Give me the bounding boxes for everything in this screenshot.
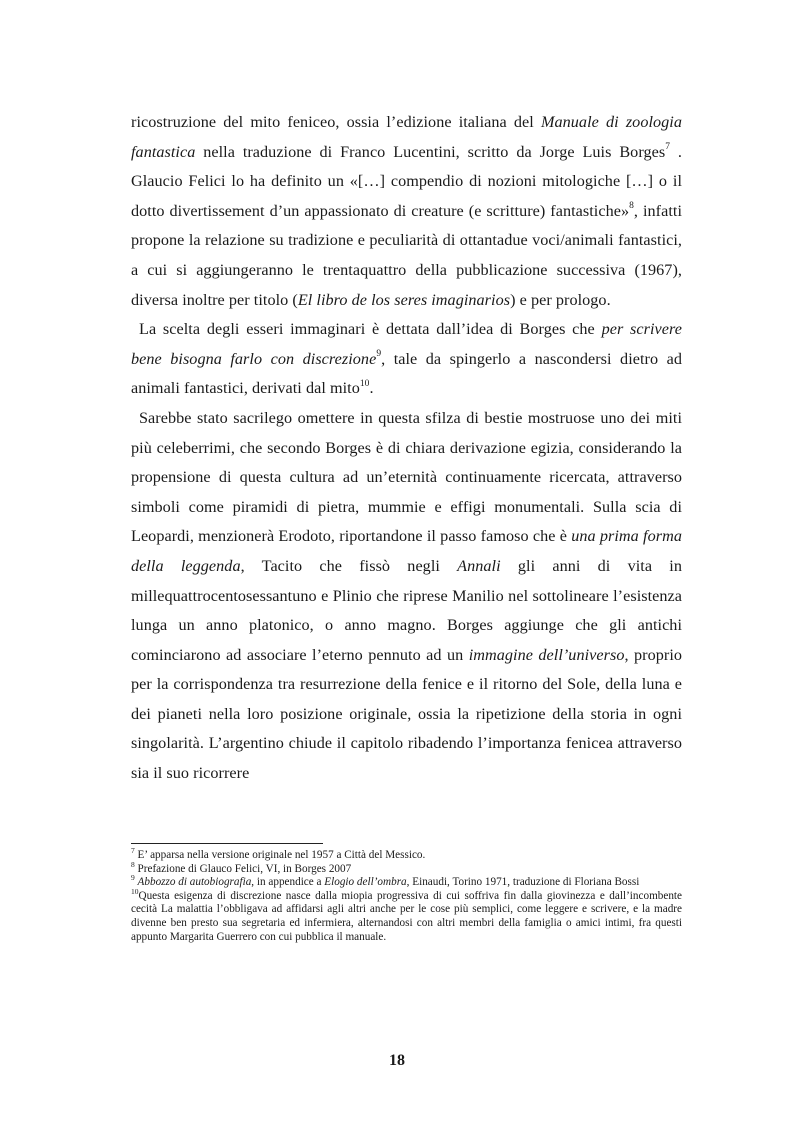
page-number: 18 [389, 1052, 405, 1069]
text-run: La scelta degli esseri immaginari è dettata dall’idea di Borges che [139, 320, 602, 339]
text-run: ) e per prologo. [510, 290, 611, 309]
footnote-number: 7 [131, 846, 135, 856]
footnote-10 [131, 887, 682, 944]
paragraph-3 [131, 404, 682, 789]
paragraph-2 [131, 315, 682, 404]
footnote-text: , in appendice a [251, 876, 325, 889]
text-run: Sarebbe stato sacrilego omettere in questa sfilza di bestie mostruose uno dei miti più celeberrimi, che secondo Borges è di chiara derivazione egizia, considerando la propensione di questa cultura ad un’eternità continuamente ricercata, attraverso simboli come piramidi di pietra, mummie e effigi monumentali. Sulla scia di Leopardi, menzionerà Erodoto, riportandone il passo famoso che è [131, 408, 682, 546]
footnote-7 [131, 846, 682, 863]
footnote-ref-9[interactable]: 9 [376, 349, 382, 360]
italic-title: El libro de los seres imaginarios [297, 290, 511, 309]
footnote-text: Questa esigenza di discrezione nasce dalla miopia progressiva di cui soffriva fin dalla giovinezza e dall’incombente cecità La malattia l’obbligava ad affidarsi agli altri anche per le cose più semplici, come leggere e scrivere, e la madre divenne ben presto sua segretaria ed infermiera, alternandosi con altri membri della famiglia o amici intimi, fra questi appunto Margarita Guerrero con cui pubblica il manuale. [131, 889, 682, 943]
text-run: , proprio per la corrispondenza tra resurrezione della fenice e il ritorno del Sole, della luna e dei pianeti nella loro posizione originale, ossia la ripetizione della storia in ogni singolarità. L’argentino chiude il capitolo ribadendo l’importanza fenicea attraverso sia il suo ricorrere [131, 645, 683, 783]
footnote-ref-10[interactable]: 10 [359, 378, 370, 389]
text-run: . Glaucio Felici lo ha definito un «[…] compendio di nozioni mitologiche […] o il dotto divertissement d’un appassionato di creature (e scritture) fantastiche» [131, 142, 682, 220]
text-run: ricostruzione del mito feniceo, ossia l’edizione italiana del [131, 113, 541, 131]
italic-quote: immagine dell’universo [468, 645, 625, 664]
footnote-text: , Einaudi, Torino 1971, traduzione di Floriana Bossi [406, 876, 640, 889]
footnote-number: 9 [131, 873, 135, 883]
italic-title: Annali [457, 556, 501, 575]
text-run: , tale da spingerlo a nascondersi dietro ad animali fantastici, derivati dal mito [131, 349, 682, 398]
footnote-number: 10 [131, 887, 139, 897]
footnote-text: E’ apparsa nella versione originale nel 1957 a Città del Messico. [134, 849, 426, 861]
body-text [131, 108, 682, 789]
text-run: , Tacito che fissò negli [240, 556, 458, 575]
footnote-italic: Elogio dell’ombra [324, 876, 407, 889]
footnotes [131, 846, 682, 944]
italic-title: Manuale di zoologia fantastica [131, 113, 682, 161]
text-run: . [369, 379, 374, 398]
text-run: , infatti propone la relazione su tradizione e peculiarità di ottantadue voci/animali fantastici, a cui si aggiungeranno le trentaquattro della pubblicazione successiva (1967), diversa inoltre per titolo ( [131, 201, 682, 309]
footnote-number: 8 [131, 859, 135, 869]
footnote-italic: Abbozzo di autobiografia [137, 876, 252, 889]
footnote-9 [131, 873, 682, 890]
footnote-ref-7[interactable]: 7 [665, 142, 671, 153]
footnote-8 [131, 859, 682, 877]
footnote-separator [131, 843, 323, 844]
paragraph-1 [131, 108, 682, 315]
footnote-text: Prefazione di Glauco Felici, VI, in Borges 2007 [134, 862, 352, 875]
italic-quote: per scrivere bene bisogna farlo con discrezione [131, 320, 682, 368]
italic-quote: una prima forma della leggenda [131, 527, 682, 575]
text-run: gli anni di vita in millequattrocentosessantuno e Plinio che riprese Manilio nel sottolineare l’esistenza lunga un anno platonico, o anno magno. Borges aggiunge che gli antichi cominciarono ad associare l’eterno pennuto ad un [131, 556, 682, 664]
text-run: nella traduzione di Franco Lucentini, scritto da Jorge Luis Borges [195, 142, 666, 161]
footnote-ref-8[interactable]: 8 [629, 201, 634, 212]
